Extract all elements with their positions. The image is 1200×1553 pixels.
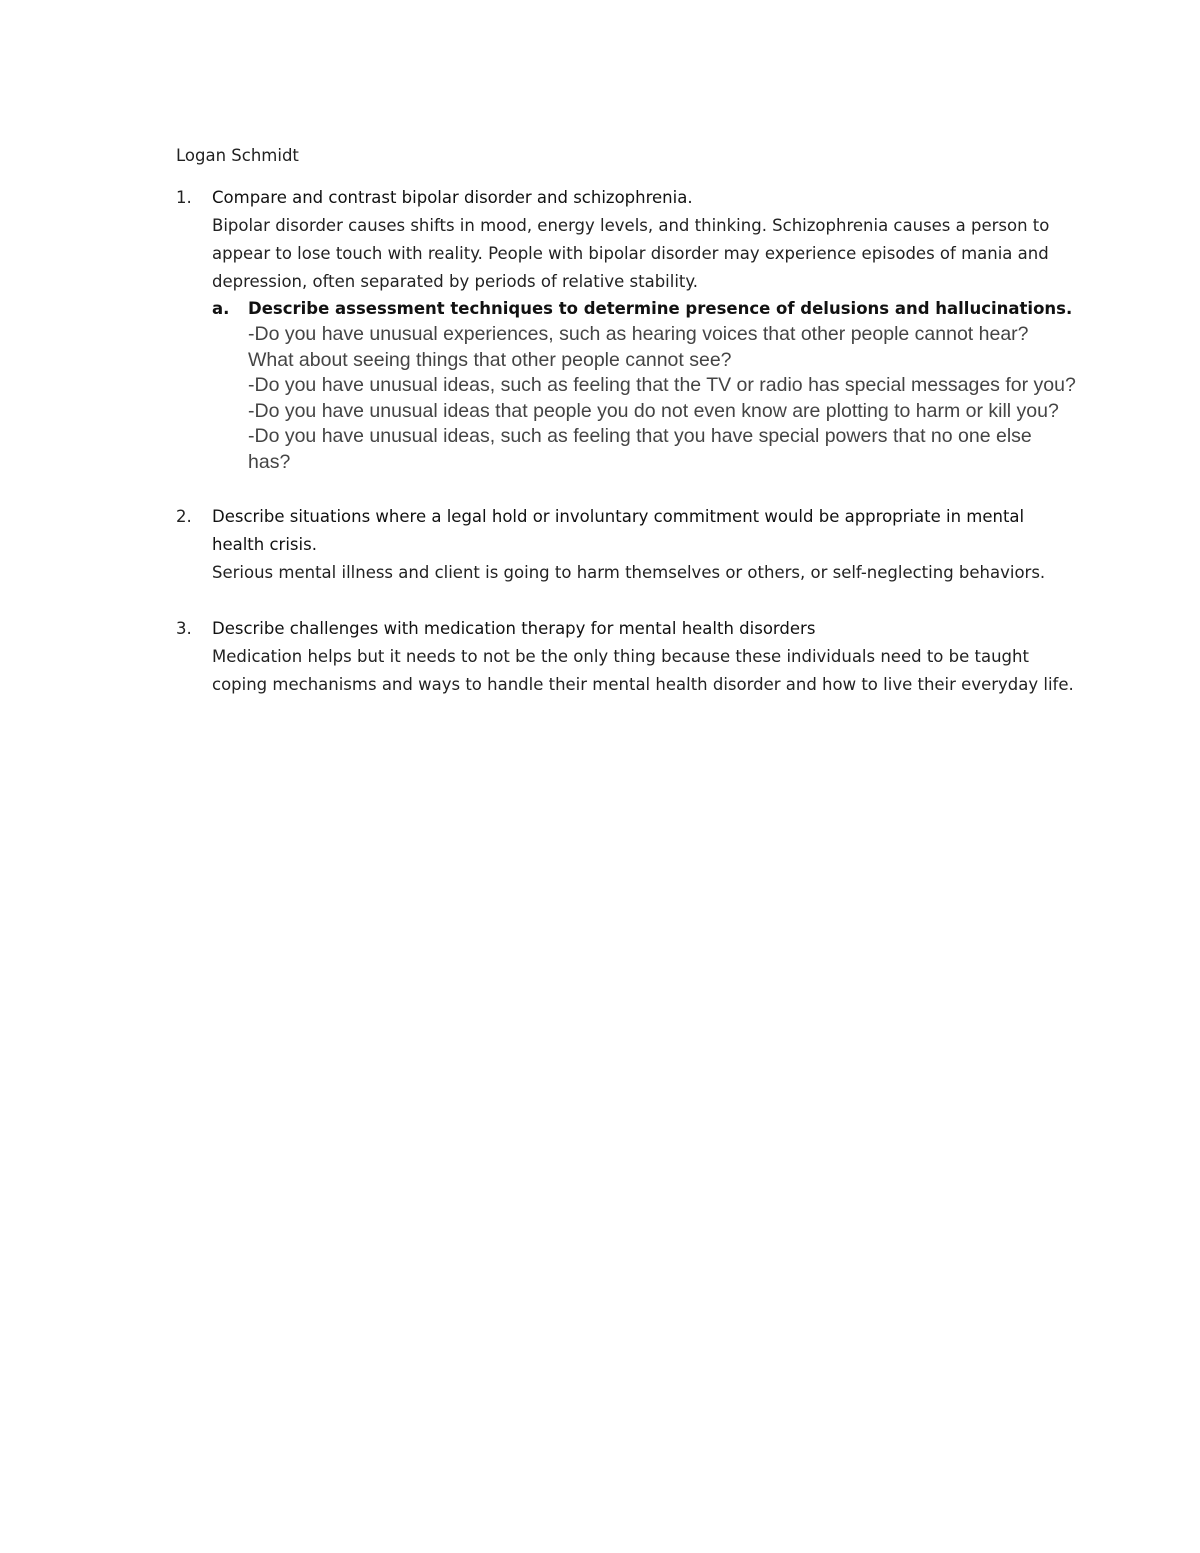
item-number: 2. (176, 507, 192, 526)
list-item: -Do you have unusual ideas, such as feeling that the TV or radio has special messages for you? (248, 374, 1076, 396)
question-item-2 (176, 503, 1076, 587)
author-name: Logan Schmidt (176, 146, 299, 165)
document-body (176, 142, 1076, 727)
answer-text: Bipolar disorder causes shifts in mood, energy levels, and thinking. Schizophrenia causes a person to appear to lose touch with reality. People with bipolar disorder may experience episodes of mania and depression, often separated by periods of relative stability. (212, 216, 1050, 291)
sub-label: a. (212, 299, 230, 318)
question-text: Compare and contrast bipolar disorder and schizophrenia. (212, 188, 693, 207)
question-text: Describe challenges with medication therapy for mental health disorders (212, 619, 816, 638)
list-item: -Do you have unusual experiences, such as hearing voices that other people cannot hear? What about seeing things that other people cannot see? (248, 323, 1029, 371)
sub-question-text: Describe assessment techniques to determine presence of delusions and hallucinations. (248, 299, 1073, 318)
sub-question-a (212, 296, 1076, 475)
question-item-1 (176, 184, 1076, 475)
list-item: -Do you have unusual ideas, such as feeling that you have special powers that no one else has? (248, 425, 1032, 473)
item-number: 1. (176, 188, 192, 207)
list-item: -Do you have unusual ideas that people you do not even know are plotting to harm or kill you? (248, 399, 1059, 422)
item-number: 3. (176, 619, 192, 638)
assessment-questions-list (248, 322, 1076, 475)
answer-text: Serious mental illness and client is going to harm themselves or others, or self-neglecting behaviors. (212, 563, 1046, 582)
answer-text: Medication helps but it needs to not be the only thing because these individuals need to be taught coping mechanisms and ways to handle their mental health disorder and how to live their everyday life. (212, 647, 1074, 694)
question-text: Describe situations where a legal hold or involuntary commitment would be appropriate in mental health crisis. (212, 507, 1025, 554)
question-item-3 (176, 615, 1076, 699)
